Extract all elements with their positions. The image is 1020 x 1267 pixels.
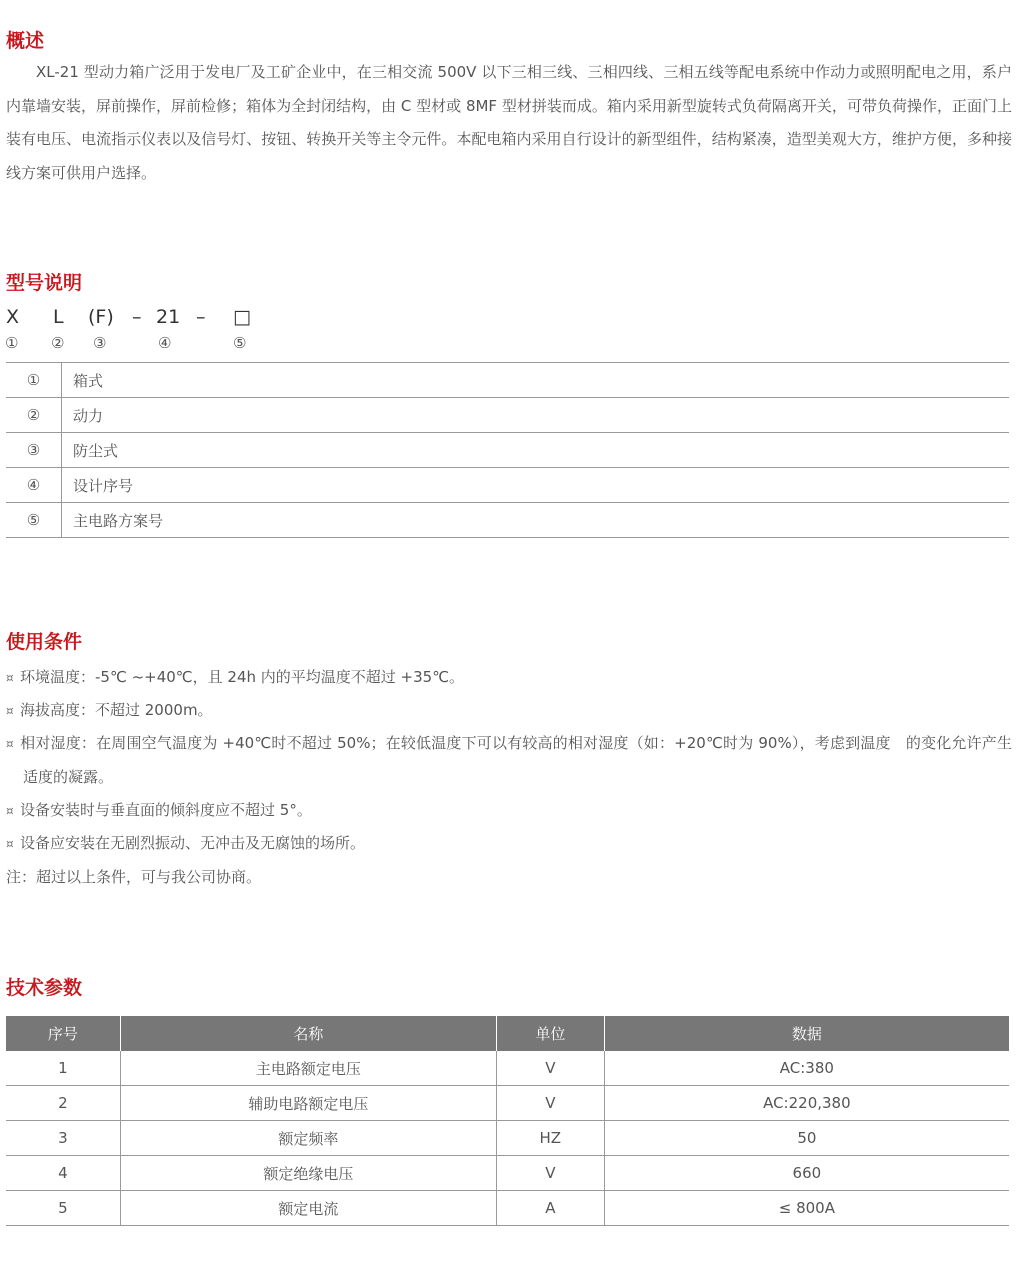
- row-number: ③: [6, 433, 62, 468]
- model-code-part: –: [132, 306, 142, 328]
- table-cell: 50: [604, 1121, 1009, 1156]
- table-row: [6, 468, 1009, 503]
- model-code: [6, 306, 306, 332]
- condition-item: [6, 794, 1012, 828]
- model-title: 型号说明: [6, 272, 83, 294]
- table-cell: AC:220,380: [604, 1086, 1009, 1121]
- table-cell: HZ: [496, 1121, 604, 1156]
- model-circle-label: ③: [93, 334, 107, 352]
- table-cell: 660: [604, 1156, 1009, 1191]
- table-cell: V: [496, 1156, 604, 1191]
- column-header: 单位: [496, 1016, 604, 1051]
- column-header: 序号: [6, 1016, 120, 1051]
- table-row: [6, 1051, 1009, 1086]
- table-cell: 主电路额定电压: [120, 1051, 496, 1086]
- table-cell: ≤ 800A: [604, 1191, 1009, 1226]
- condition-text: 环境温度：-5℃ ~+40℃，且 24h 内的平均温度不超过 +35℃。: [20, 668, 465, 686]
- model-circle-label: ④: [158, 334, 172, 352]
- table-row: [6, 1191, 1009, 1226]
- table-cell: V: [496, 1051, 604, 1086]
- table-cell: 辅助电路额定电压: [120, 1086, 496, 1121]
- model-circle-label: ①: [5, 334, 19, 352]
- condition-item: [6, 827, 1012, 861]
- row-number: ②: [6, 398, 62, 433]
- conditions-note: 注：超过以上条件，可与我公司协商。: [6, 868, 262, 886]
- params-title: 技术参数: [6, 977, 83, 999]
- params-table: [6, 1016, 1009, 1226]
- table-cell: 额定频率: [120, 1121, 496, 1156]
- column-header: 名称: [120, 1016, 496, 1051]
- table-row: [6, 1086, 1009, 1121]
- model-code-part: (F): [88, 306, 114, 328]
- table-cell: 4: [6, 1156, 120, 1191]
- table-cell: 额定电流: [120, 1191, 496, 1226]
- condition-text: 设备安装时与垂直面的倾斜度应不超过 5°。: [20, 801, 312, 819]
- table-row: [6, 1121, 1009, 1156]
- table-cell: 5: [6, 1191, 120, 1226]
- condition-text: 设备应安装在无剧烈振动、无冲击及无腐蚀的场所。: [20, 834, 366, 852]
- table-row: [6, 433, 1009, 468]
- table-row: [6, 398, 1009, 433]
- condition-text: 相对湿度：在周围空气温度为 +40℃时不超过 50%；在较低温度下可以有较高的相对湿度（如：+20℃时为 90%），考虑到温度 的变化允许产生适度的凝露。: [20, 734, 1012, 786]
- row-number: ⑤: [6, 503, 62, 538]
- bullet-icon: ¤: [6, 837, 14, 851]
- bullet-icon: ¤: [6, 804, 14, 818]
- condition-item: [6, 727, 1012, 794]
- column-header: 数据: [604, 1016, 1009, 1051]
- model-code-part: L: [53, 306, 64, 328]
- condition-item: [6, 661, 1012, 695]
- overview-text: XL-21 型动力箱广泛用于发电厂及工矿企业中，在三相交流 500V 以下三相三线、三相四线、三相五线等配电系统中作动力或照明配电之用，系户内靠墙安装，屏前操作，屏前检修；箱体为全封闭结构，由 C 型材或 8MF 型材拼装而成。箱内采用新型旋转式负荷隔离开关，可带负荷操作，正面门上装有电压、电流指示仪表以及信号灯、按钮、转换开关等主令元件。本配电箱内采用自行设计的新型组件，结构紧凑，造型美观大方，维护方便，多种接线方案可供用户选择。: [6, 63, 1012, 182]
- table-header-row: [6, 1016, 1009, 1051]
- bullet-icon: ¤: [6, 737, 14, 751]
- row-text: 设计序号: [62, 468, 1010, 503]
- model-circle-label: ⑤: [233, 334, 247, 352]
- row-text: 主电路方案号: [62, 503, 1010, 538]
- table-cell: 2: [6, 1086, 120, 1121]
- conditions-title: 使用条件: [6, 631, 83, 653]
- condition-text: 海拔高度：不超过 2000m。: [20, 701, 213, 719]
- model-code-part: □: [233, 306, 251, 328]
- table-row: [6, 503, 1009, 538]
- table-row: [6, 1156, 1009, 1191]
- model-code-part: X: [6, 306, 20, 328]
- model-code-part: 21: [156, 306, 181, 328]
- bullet-icon: ¤: [6, 704, 14, 718]
- bullet-icon: ¤: [6, 671, 14, 685]
- table-cell: AC:380: [604, 1051, 1009, 1086]
- table-cell: 额定绝缘电压: [120, 1156, 496, 1191]
- model-explain-table: [6, 362, 1009, 538]
- overview-title: 概述: [6, 30, 45, 52]
- model-code-part: –: [196, 306, 206, 328]
- row-text: 箱式: [62, 363, 1010, 398]
- table-cell: 3: [6, 1121, 120, 1156]
- table-cell: A: [496, 1191, 604, 1226]
- row-number: ④: [6, 468, 62, 503]
- model-circle-label: ②: [51, 334, 65, 352]
- row-text: 动力: [62, 398, 1010, 433]
- condition-item: [6, 694, 1012, 728]
- row-text: 防尘式: [62, 433, 1010, 468]
- table-cell: V: [496, 1086, 604, 1121]
- table-cell: 1: [6, 1051, 120, 1086]
- table-row: [6, 363, 1009, 398]
- row-number: ①: [6, 363, 62, 398]
